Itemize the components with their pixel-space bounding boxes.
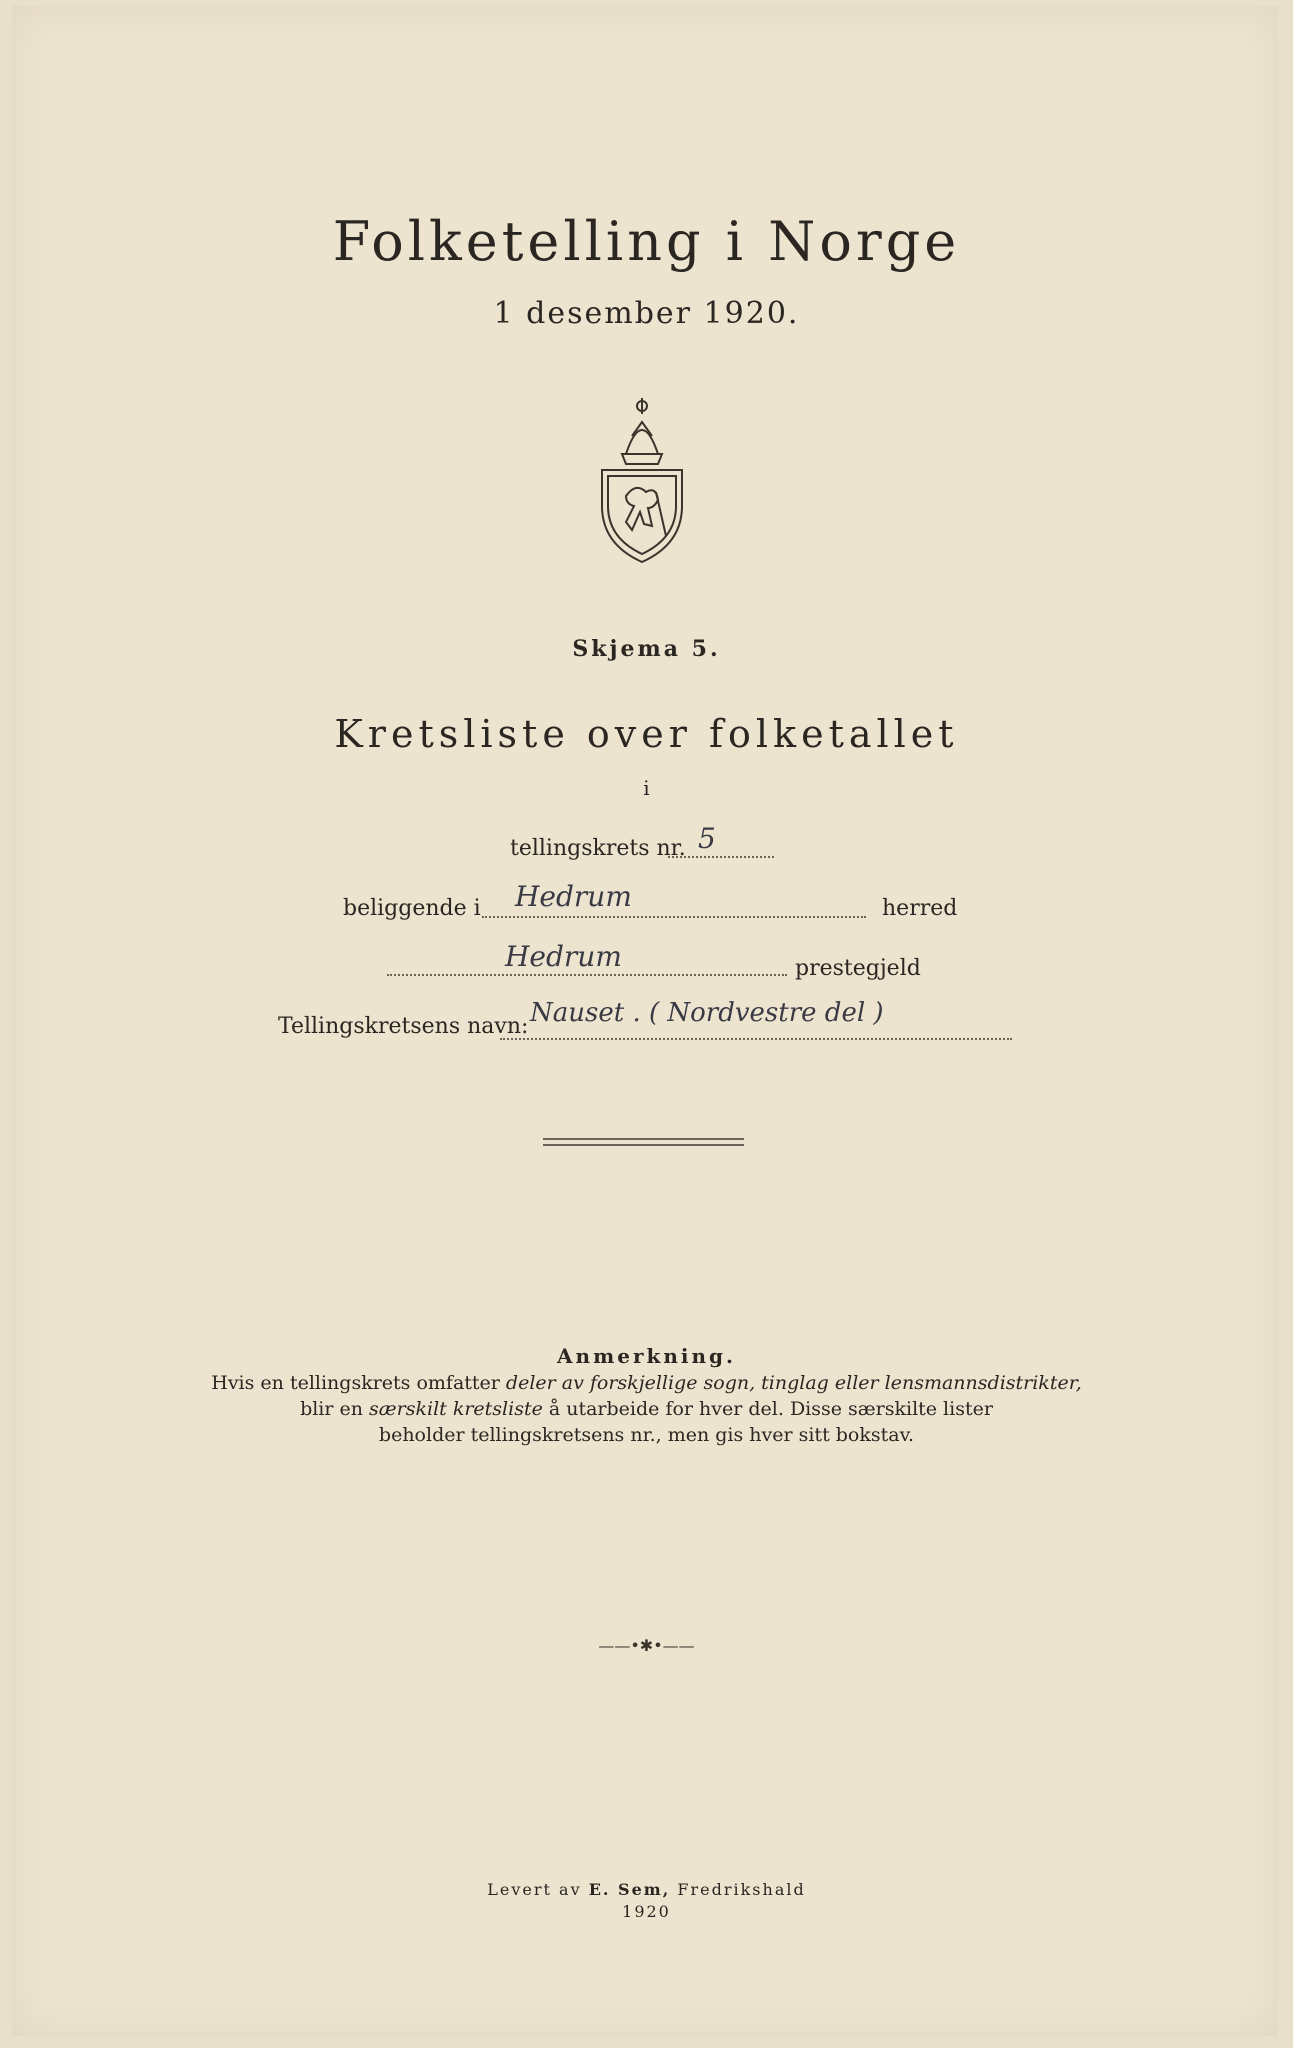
schema-number: Skjema 5. [572, 636, 721, 662]
census-date: 1 desember 1920. [493, 296, 800, 331]
note-body [0, 1370, 1293, 1448]
preposition-i: i [643, 776, 650, 800]
tellingskrets-line [668, 856, 774, 858]
kretsnavn-line [500, 1038, 1012, 1040]
prestegjeld-label: prestegjeld [795, 956, 921, 981]
beliggende-line [482, 916, 866, 918]
note-line-2: blir en særskilt kretsliste å utarbeide for hver del. Disse særskilte lister [300, 1398, 993, 1420]
prestegjeld-value: Hedrum [505, 940, 622, 973]
note-line-1: Hvis en tellingskrets omfatter deler av forskjellige sogn, tinglag eller lensmannsdistrikter, [211, 1372, 1082, 1394]
form-heading: Kretsliste over folketallet [334, 712, 959, 756]
kretsnavn-label: Tellingskretsens navn: [278, 1014, 529, 1039]
note-heading: Anmerkning. [557, 1344, 736, 1368]
printer-year: 1920 [622, 1902, 671, 1921]
tellingskrets-label: tellingskrets nr. [510, 836, 686, 861]
ornament-divider: ——•✱•—— [598, 1636, 695, 1655]
herred-label: herred [882, 896, 958, 921]
prestegjeld-line [387, 974, 787, 976]
note-line-3: beholder tellingskretsens nr., men gis hver sitt bokstav. [378, 1424, 915, 1446]
norway-coat-of-arms-icon [596, 396, 688, 566]
beliggende-value: Hedrum [515, 880, 632, 913]
divider-rule-top [543, 1138, 744, 1140]
printer-credit: Levert av E. Sem, Fredrikshald [487, 1880, 806, 1899]
page-title: Folketelling i Norge [332, 210, 961, 273]
beliggende-label: beliggende i [343, 896, 481, 921]
divider-rule-bottom [543, 1144, 744, 1146]
kretsnavn-value: Nauset . ( Nordvestre del ) [530, 998, 884, 1028]
tellingskrets-value: 5 [698, 822, 716, 855]
